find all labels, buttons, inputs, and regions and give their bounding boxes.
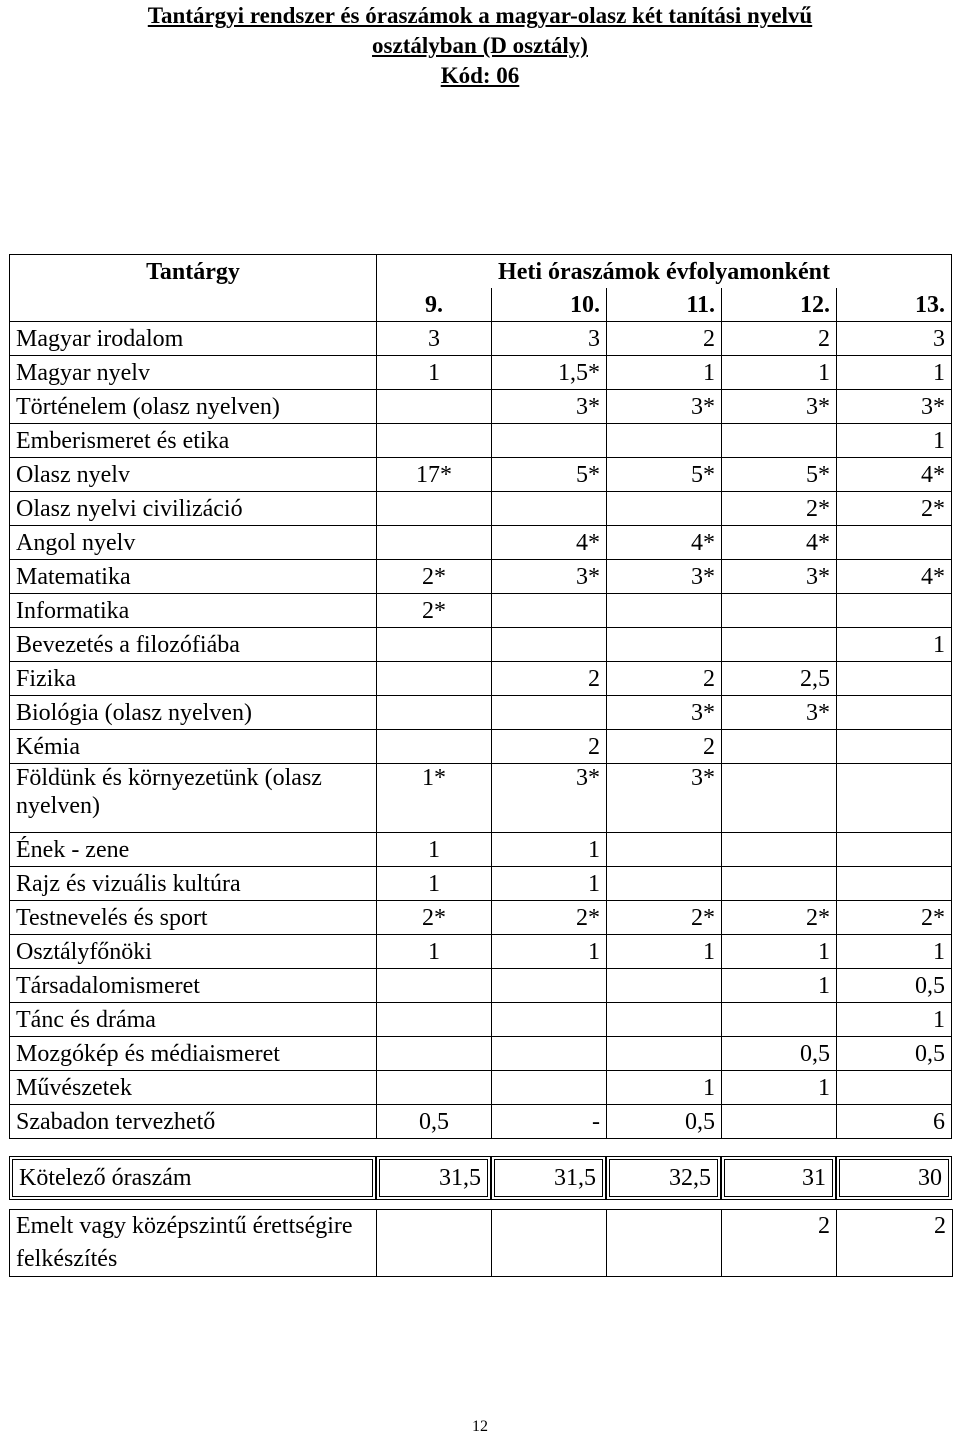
extra-value: 2 bbox=[722, 1210, 837, 1277]
hours-cell bbox=[377, 1071, 492, 1105]
total-label: Kötelező óraszám bbox=[9, 1156, 376, 1200]
hours-cell: 4* bbox=[722, 526, 837, 560]
hours-cell bbox=[722, 867, 837, 901]
table-row bbox=[10, 901, 952, 935]
subject-cell: Földünk és környezetünk (olasz nyelven) bbox=[10, 764, 377, 833]
subject-cell: Bevezetés a filozófiába bbox=[10, 628, 377, 662]
hours-cell: 1 bbox=[837, 935, 952, 969]
hours-cell bbox=[377, 730, 492, 764]
table-row bbox=[10, 833, 952, 867]
hours-cell bbox=[492, 594, 607, 628]
hours-cell: 17* bbox=[377, 458, 492, 492]
hours-cell: 3* bbox=[722, 390, 837, 424]
total-value: 31,5 bbox=[376, 1156, 491, 1200]
hours-cell bbox=[607, 424, 722, 458]
extra-value bbox=[607, 1210, 722, 1277]
hours-cell: 2* bbox=[837, 492, 952, 526]
hours-cell bbox=[722, 730, 837, 764]
table-row bbox=[10, 560, 952, 594]
hours-cell: 4* bbox=[607, 526, 722, 560]
header-row bbox=[10, 255, 952, 289]
year-9: 9. bbox=[377, 288, 492, 322]
hours-cell: 2* bbox=[377, 594, 492, 628]
hours-cell bbox=[837, 1071, 952, 1105]
hours-cell: 1,5* bbox=[492, 356, 607, 390]
hours-cell bbox=[377, 492, 492, 526]
hours-cell: 1 bbox=[607, 356, 722, 390]
extra-value bbox=[377, 1210, 492, 1277]
total-row bbox=[9, 1156, 952, 1200]
table-row bbox=[10, 1003, 952, 1037]
table-row bbox=[10, 390, 952, 424]
hours-cell: 2 bbox=[722, 322, 837, 356]
year-10: 10. bbox=[492, 288, 607, 322]
hours-cell bbox=[492, 424, 607, 458]
hours-cell: 3 bbox=[492, 322, 607, 356]
hours-cell bbox=[722, 628, 837, 662]
subject-cell: Olasz nyelvi civilizáció bbox=[10, 492, 377, 526]
hours-cell bbox=[377, 628, 492, 662]
subject-cell: Fizika bbox=[10, 662, 377, 696]
subject-cell: Történelem (olasz nyelven) bbox=[10, 390, 377, 424]
hours-cell: 1 bbox=[722, 935, 837, 969]
hours-cell bbox=[607, 867, 722, 901]
title-line-3: Kód: 06 bbox=[440, 63, 520, 88]
hours-cell: 2* bbox=[722, 492, 837, 526]
hours-cell: 3* bbox=[607, 696, 722, 730]
hours-cell bbox=[607, 492, 722, 526]
title-line-1: Tantárgyi rendszer és óraszámok a magyar-olasz két tanítási nyelvű bbox=[147, 3, 813, 28]
hours-cell bbox=[377, 662, 492, 696]
table-row bbox=[10, 322, 952, 356]
hours-cell: 0,5 bbox=[722, 1037, 837, 1071]
hours-cell: 3* bbox=[722, 560, 837, 594]
table-row bbox=[10, 696, 952, 730]
hours-cell bbox=[492, 492, 607, 526]
hours-cell: 3 bbox=[837, 322, 952, 356]
total-value: 31 bbox=[721, 1156, 836, 1200]
hours-cell: 1 bbox=[377, 867, 492, 901]
hours-cell: 1 bbox=[837, 356, 952, 390]
hours-cell bbox=[722, 1003, 837, 1037]
hours-cell bbox=[607, 833, 722, 867]
year-12: 12. bbox=[722, 288, 837, 322]
hours-cell bbox=[837, 833, 952, 867]
hours-cell bbox=[492, 1037, 607, 1071]
subject-cell: Magyar irodalom bbox=[10, 322, 377, 356]
subject-header: Tantárgy bbox=[10, 255, 377, 289]
table-row bbox=[10, 764, 952, 833]
years-row-spacer bbox=[10, 288, 377, 322]
extra-value bbox=[492, 1210, 607, 1277]
table-row bbox=[10, 628, 952, 662]
hours-cell: 1 bbox=[722, 969, 837, 1003]
hours-cell: 3* bbox=[607, 764, 722, 833]
hours-cell bbox=[722, 833, 837, 867]
document-title bbox=[0, 0, 960, 91]
table-row bbox=[10, 730, 952, 764]
subject-cell: Kémia bbox=[10, 730, 377, 764]
hours-cell: 1 bbox=[607, 1071, 722, 1105]
hours-cell: 1 bbox=[722, 1071, 837, 1105]
hours-cell: 4* bbox=[492, 526, 607, 560]
year-13: 13. bbox=[837, 288, 952, 322]
hours-cell: 3* bbox=[607, 560, 722, 594]
hours-cell bbox=[722, 1105, 837, 1139]
hours-cell: 4* bbox=[837, 560, 952, 594]
hours-cell: 1 bbox=[377, 833, 492, 867]
hours-cell: 3* bbox=[492, 560, 607, 594]
subject-cell: Magyar nyelv bbox=[10, 356, 377, 390]
hours-cell: 2* bbox=[607, 901, 722, 935]
hours-cell: 1* bbox=[377, 764, 492, 833]
year-11: 11. bbox=[607, 288, 722, 322]
hours-cell: 2 bbox=[607, 662, 722, 696]
hours-cell: 1 bbox=[492, 935, 607, 969]
hours-cell: 6 bbox=[837, 1105, 952, 1139]
hours-cell: 3* bbox=[607, 390, 722, 424]
page-number: 12 bbox=[472, 1418, 488, 1435]
hours-cell bbox=[837, 526, 952, 560]
total-value: 30 bbox=[836, 1156, 952, 1200]
table-row bbox=[10, 969, 952, 1003]
table-row bbox=[10, 662, 952, 696]
hours-cell bbox=[377, 526, 492, 560]
subject-cell: Osztályfőnöki bbox=[10, 935, 377, 969]
subject-cell: Tánc és dráma bbox=[10, 1003, 377, 1037]
hours-cell bbox=[607, 628, 722, 662]
subject-cell: Társadalomismeret bbox=[10, 969, 377, 1003]
hours-cell: 2* bbox=[377, 901, 492, 935]
hours-cell: 1 bbox=[492, 833, 607, 867]
hours-cell: 1 bbox=[837, 628, 952, 662]
hours-table bbox=[9, 254, 952, 1139]
subject-cell: Mozgókép és médiaismeret bbox=[10, 1037, 377, 1071]
hours-cell: 2 bbox=[607, 322, 722, 356]
hours-cell bbox=[607, 1003, 722, 1037]
hours-cell: 1 bbox=[377, 356, 492, 390]
subject-cell: Angol nyelv bbox=[10, 526, 377, 560]
table-row bbox=[10, 935, 952, 969]
hours-cell bbox=[607, 1037, 722, 1071]
subject-cell: Biológia (olasz nyelven) bbox=[10, 696, 377, 730]
hours-cell: 3* bbox=[722, 696, 837, 730]
subject-cell: Olasz nyelv bbox=[10, 458, 377, 492]
hours-cell: 3* bbox=[492, 390, 607, 424]
table-row bbox=[10, 526, 952, 560]
hours-cell: 2* bbox=[837, 901, 952, 935]
hours-cell: 0,5 bbox=[837, 969, 952, 1003]
hours-cell bbox=[377, 1003, 492, 1037]
hours-cell bbox=[377, 969, 492, 1003]
hours-cell: 1 bbox=[722, 356, 837, 390]
hours-cell: 1 bbox=[607, 935, 722, 969]
hours-cell bbox=[837, 696, 952, 730]
hours-cell bbox=[837, 662, 952, 696]
extra-value: 2 bbox=[837, 1210, 953, 1277]
subject-cell: Informatika bbox=[10, 594, 377, 628]
hours-cell: 1 bbox=[837, 1003, 952, 1037]
hours-cell bbox=[837, 730, 952, 764]
hours-cell bbox=[377, 424, 492, 458]
subject-cell: Testnevelés és sport bbox=[10, 901, 377, 935]
total-table bbox=[9, 1156, 952, 1200]
hours-cell: 5* bbox=[492, 458, 607, 492]
hours-cell: - bbox=[492, 1105, 607, 1139]
years-row bbox=[10, 288, 952, 322]
extra-table bbox=[9, 1209, 953, 1277]
hours-cell bbox=[607, 594, 722, 628]
hours-cell: 1 bbox=[492, 867, 607, 901]
table-row bbox=[10, 492, 952, 526]
hours-cell: 2 bbox=[492, 730, 607, 764]
table-row bbox=[10, 594, 952, 628]
hours-cell bbox=[722, 424, 837, 458]
hours-cell bbox=[377, 696, 492, 730]
table-row bbox=[10, 1071, 952, 1105]
hours-cell: 4* bbox=[837, 458, 952, 492]
hours-cell bbox=[722, 764, 837, 833]
hours-header: Heti óraszámok évfolyamonként bbox=[377, 255, 952, 289]
subject-cell: Ének - zene bbox=[10, 833, 377, 867]
hours-cell: 1 bbox=[837, 424, 952, 458]
hours-cell bbox=[492, 969, 607, 1003]
total-value: 32,5 bbox=[606, 1156, 721, 1200]
hours-cell: 0,5 bbox=[377, 1105, 492, 1139]
table-row bbox=[10, 867, 952, 901]
hours-cell bbox=[837, 867, 952, 901]
hours-cell: 2* bbox=[377, 560, 492, 594]
hours-cell bbox=[607, 969, 722, 1003]
extra-label: Emelt vagy középszintű érettségire felkészítés bbox=[10, 1210, 377, 1277]
hours-cell bbox=[837, 764, 952, 833]
table-row bbox=[10, 424, 952, 458]
hours-cell bbox=[722, 594, 837, 628]
table-row bbox=[10, 458, 952, 492]
hours-cell bbox=[492, 696, 607, 730]
table-row bbox=[10, 356, 952, 390]
hours-cell bbox=[837, 594, 952, 628]
hours-cell: 0,5 bbox=[607, 1105, 722, 1139]
title-line-2: osztályban (D osztály) bbox=[372, 33, 588, 58]
hours-cell: 2* bbox=[722, 901, 837, 935]
subject-cell: Szabadon tervezhető bbox=[10, 1105, 377, 1139]
hours-cell: 2,5 bbox=[722, 662, 837, 696]
hours-cell bbox=[492, 628, 607, 662]
hours-cell: 3 bbox=[377, 322, 492, 356]
hours-cell: 5* bbox=[607, 458, 722, 492]
hours-cell: 2 bbox=[492, 662, 607, 696]
hours-cell: 3* bbox=[837, 390, 952, 424]
hours-cell bbox=[492, 1003, 607, 1037]
hours-cell: 2* bbox=[492, 901, 607, 935]
extra-row bbox=[10, 1210, 953, 1277]
table-row bbox=[10, 1037, 952, 1071]
subject-cell: Rajz és vizuális kultúra bbox=[10, 867, 377, 901]
total-value: 31,5 bbox=[491, 1156, 606, 1200]
hours-cell bbox=[377, 1037, 492, 1071]
subject-cell: Matematika bbox=[10, 560, 377, 594]
hours-cell: 1 bbox=[377, 935, 492, 969]
subject-cell: Művészetek bbox=[10, 1071, 377, 1105]
hours-cell: 2 bbox=[607, 730, 722, 764]
hours-cell bbox=[492, 1071, 607, 1105]
hours-cell bbox=[377, 390, 492, 424]
subject-cell: Emberismeret és etika bbox=[10, 424, 377, 458]
hours-cell: 5* bbox=[722, 458, 837, 492]
table-row bbox=[10, 1105, 952, 1139]
hours-cell: 3* bbox=[492, 764, 607, 833]
hours-cell: 0,5 bbox=[837, 1037, 952, 1071]
